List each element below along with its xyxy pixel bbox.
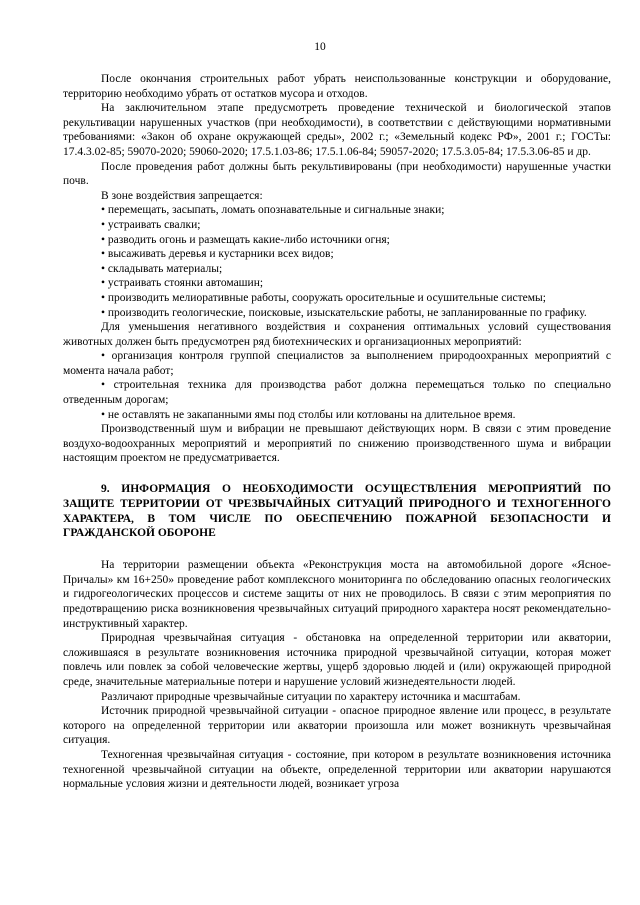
paragraph: На территории размещении объекта «Реконструкция моста на автомобильной дороге «Ясное-Причалы» км 16+250» проведение работ комплексного мониторинга по обследованию опасных геологических и гидрогеологических процессов и системе защиты от них не проводилось. В связи с этим мероприятия по предотвращению риска возникновения чрезвычайных ситуаций природного характера носят рекомендательно-инструктивный характер. [63,559,611,630]
list-item: • производить мелиоративные работы, сооружать оросительные и осушительные системы; [101,291,546,304]
page-number: 10 [314,41,326,53]
paragraph: После окончания строительных работ убрать неиспользованные конструкции и оборудование, территорию необходимо убрать от остатков мусора и отходов. [63,73,611,100]
list-item: • устраивать свалки; [101,218,201,231]
paragraph: Производственный шум и вибрации не превышают действующих норм. В связи с этим проведение воздухо-водоохранных мероприятий и мероприятий по снижению производственного шума и вибрации настоящим проектом не предусматривается. [63,423,611,465]
paragraph: Природная чрезвычайная ситуация - обстановка на определенной территории или акватории, сложившаяся в результате возникновения источника природной чрезвычайной ситуации, которая может повлечь или повлек за собой человеческие жертвы, ущерб здоровью людей и (или) окружающей природной среде, значительные материальные потери и нарушение условий жизнедеятельности людей. [63,632,611,688]
paragraph: Техногенная чрезвычайная ситуация - состояние, при котором в результате возникновения источника техногенной чрезвычайной ситуации на объекте, определенной территории или акватории нарушаются нормальные условия жизни и деятельности людей, возникает угроза [63,748,611,791]
list-item: • организация контроля группой специалистов за выполнением природоохранных мероприятий с момента начала работ; [63,350,611,377]
paragraph: На заключительном этапе предусмотреть проведение технической и биологической этапов рекультивации нарушенных участков (при необходимости), в соответствии с действующими нормативными требованиями: «Закон об охране окружающей среды», 2002 г.; «Земельный кодекс РФ», 2001 г.; ГОСТы: 17.4.3.02-85; 59070-2020; 59060-2020; 17.5.1.03-86; 17.5.1.06-84; 59057-2020; 17.5.3.05-84; 17.5.3.06-85 и др. [63,102,611,158]
paragraph: Различают природные чрезвычайные ситуации по характеру источника и масштабам. [101,690,521,703]
list-item: • производить геологические, поисковые, изыскательские работы, не запланированные по графику. [101,306,587,319]
list-item: • высаживать деревья и кустарники всех видов; [101,248,334,261]
paragraph: Источник природной чрезвычайной ситуации - опасное природное явление или процесс, в результате которого на определенной территории или акватории произошла или может возникнуть чрезвычайная ситуация. [63,705,611,747]
paragraph: В зоне воздействия запрещается: [101,189,263,202]
list-item: • складывать материалы; [101,262,223,275]
list-item: • не оставлять не закапанными ямы под столбы или котлованы на длительное время. [101,408,516,421]
paragraph: Для уменьшения негативного воздействия и сохранения оптимальных условий существования животных должен быть предусмотрен ряд биотехнических и организационных мероприятий: [63,321,611,348]
section-heading: 9. ИНФОРМАЦИЯ О НЕОБХОДИМОСТИ ОСУЩЕСТВЛЕНИЯ МЕРОПРИЯТИЙ ПО ЗАЩИТЕ ТЕРРИТОРИИ ОТ ЧРЕЗВЫЧАЙНЫХ СИТУАЦИЙ ПРИРОДНОГО И ТЕХНОГЕННОГО ХАРАКТЕРА, В ТОМ ЧИСЛЕ ПО ОБЕСПЕЧЕНИЮ ПОЖАРНОЙ БЕЗОПАСНОСТИ И ГРАЖДАНСКОЙ ОБОРОНЕ [63,483,611,540]
list-item: • разводить огонь и размещать какие-либо источники огня; [101,233,390,246]
list-item: • перемещать, засыпать, ломать опознавательные и сигнальные знаки; [101,204,445,217]
list-item: • устраивать стоянки автомашин; [101,277,264,290]
paragraph: После проведения работ должны быть рекультивированы (при необходимости) нарушенные участки почв. [63,160,611,188]
list-item: • строительная техника для производства работ должна перемещаться только по специально отведенным дорогам; [63,379,611,407]
page-content [63,72,611,792]
